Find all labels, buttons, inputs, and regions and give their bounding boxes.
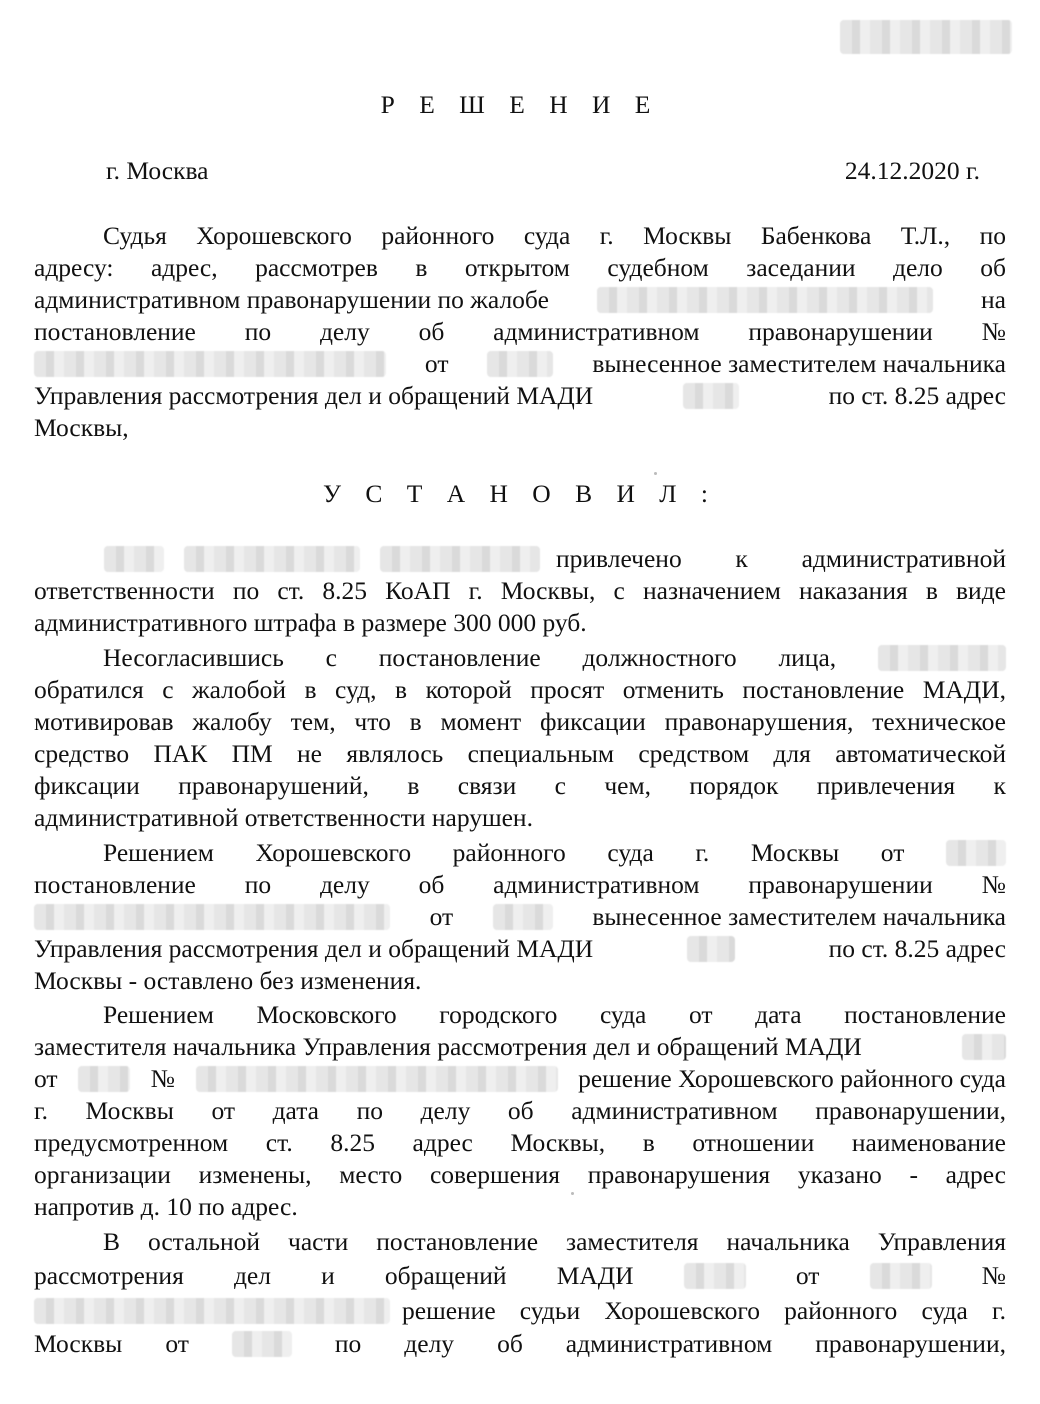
p3-line-1: Решением Хорошевского районного суда г. Москвы от — [103, 836, 1006, 870]
p3-line-2: постановление по делу об административном правонарушении № — [34, 870, 1006, 899]
intro-line-6: Управления рассмотрения дел и обращений МАДИ по ст. 8.25 адрес — [34, 381, 1006, 410]
p4-line-2: заместителя начальника Управления рассмотрения дел и обращений МАДИ — [34, 1030, 1006, 1064]
p2-line-2: обратился с жалобой в суд, в которой просят отменить постановление МАДИ, — [34, 675, 1006, 704]
redacted-date — [487, 351, 553, 377]
decision-place: г. Москва — [106, 156, 209, 185]
p5-line-4: Москвы от по делу об административном правонарушении, — [34, 1329, 1006, 1358]
document-title: Р Е Ш Е Н И Е — [380, 90, 660, 119]
p3-line-4: Управления рассмотрения дел и обращений МАДИ по ст. 8.25 адрес — [34, 934, 1006, 963]
p5-line-1: В остальной части постановление заместителя начальника Управления — [103, 1227, 1006, 1256]
redacted-date — [232, 1331, 292, 1357]
p4-line-4: г. Москвы от дата по делу об административном правонарушении, — [34, 1096, 1006, 1125]
redacted-date — [946, 840, 1006, 866]
scan-speck — [571, 1192, 574, 1195]
p2-line-3: мотивировав жалобу тем, что в момент фиксации правонарушения, техническое — [34, 707, 1006, 736]
redacted-date — [78, 1066, 130, 1092]
intro-line-3: административном правонарушении по жалобе на — [34, 285, 1006, 314]
decision-date: 24.12.2020 г. — [844, 156, 980, 185]
redacted-name — [878, 645, 1006, 671]
p3-line-5: Москвы - оставлено без изменения. — [34, 966, 422, 995]
intro-line-7: Москвы, — [34, 413, 129, 442]
p5-line-2: рассмотрения дел и обращений МАДИ от № — [34, 1261, 1006, 1290]
p2-line-1: Несогласившись с постановление должностного лица, — [103, 641, 1006, 675]
established-heading: У С Т А Н О В И Л : — [322, 479, 718, 508]
intro-line-2: адресу: адрес, рассмотрев в открытом судебном заседании дело об — [34, 253, 1006, 282]
redacted-date — [493, 904, 553, 930]
redacted-field — [683, 383, 739, 409]
redacted-case-number — [34, 351, 386, 377]
p2-line-6: административной ответственности нарушен. — [34, 803, 533, 832]
intro-line-1: Судья Хорошевского районного суда г. Москвы Бабенкова Т.Л., по — [103, 221, 1006, 250]
p5-line-3: решение судьи Хорошевского районного суда г. — [34, 1294, 1006, 1328]
p1-line-1-text: привлечено к административной — [556, 544, 1006, 573]
p4-line-5: предусмотренном ст. 8.25 адрес Москвы, в отношении наименование — [34, 1128, 1006, 1157]
p4-line-6: организации изменены, место совершения правонарушения указано - адрес — [34, 1160, 1006, 1189]
p1-line-3: административного штрафа в размере 300 000 руб. — [34, 608, 587, 637]
p4-line-7: напротив д. 10 по адрес. — [34, 1192, 298, 1221]
intro-line-4: постановление по делу об административном правонарушении № — [34, 317, 1006, 346]
redacted-date — [870, 1263, 932, 1289]
redacted-organization — [34, 546, 540, 572]
redacted-field — [962, 1034, 1006, 1060]
p2-line-5: фиксации правонарушений, в связи с чем, порядок привлечения к — [34, 771, 1006, 800]
redacted-case-number — [34, 904, 390, 930]
p4-line-1: Решением Московского городского суда от дата постановление — [103, 1000, 1006, 1029]
p4-line-3: от № решение Хорошевского районного суда — [34, 1064, 1006, 1093]
redacted-field — [687, 936, 735, 962]
redacted-header — [840, 20, 1012, 54]
redacted-case-number — [34, 1298, 390, 1324]
scan-speck — [654, 472, 657, 475]
intro-line-5: от вынесенное заместителем начальника — [34, 347, 1006, 381]
p1-line-2: ответственности по ст. 8.25 КоАП г. Москвы, с назначением наказания в виде — [34, 576, 1006, 605]
p3-line-3: от вынесенное заместителем начальника — [34, 900, 1006, 934]
redacted-name — [597, 287, 933, 313]
p1-line-1 — [34, 542, 1006, 576]
redacted-field — [684, 1263, 746, 1289]
p2-line-4: средство ПАК ПМ не являлось специальным средством для автоматической — [34, 739, 1006, 768]
redacted-case-number — [196, 1066, 558, 1092]
